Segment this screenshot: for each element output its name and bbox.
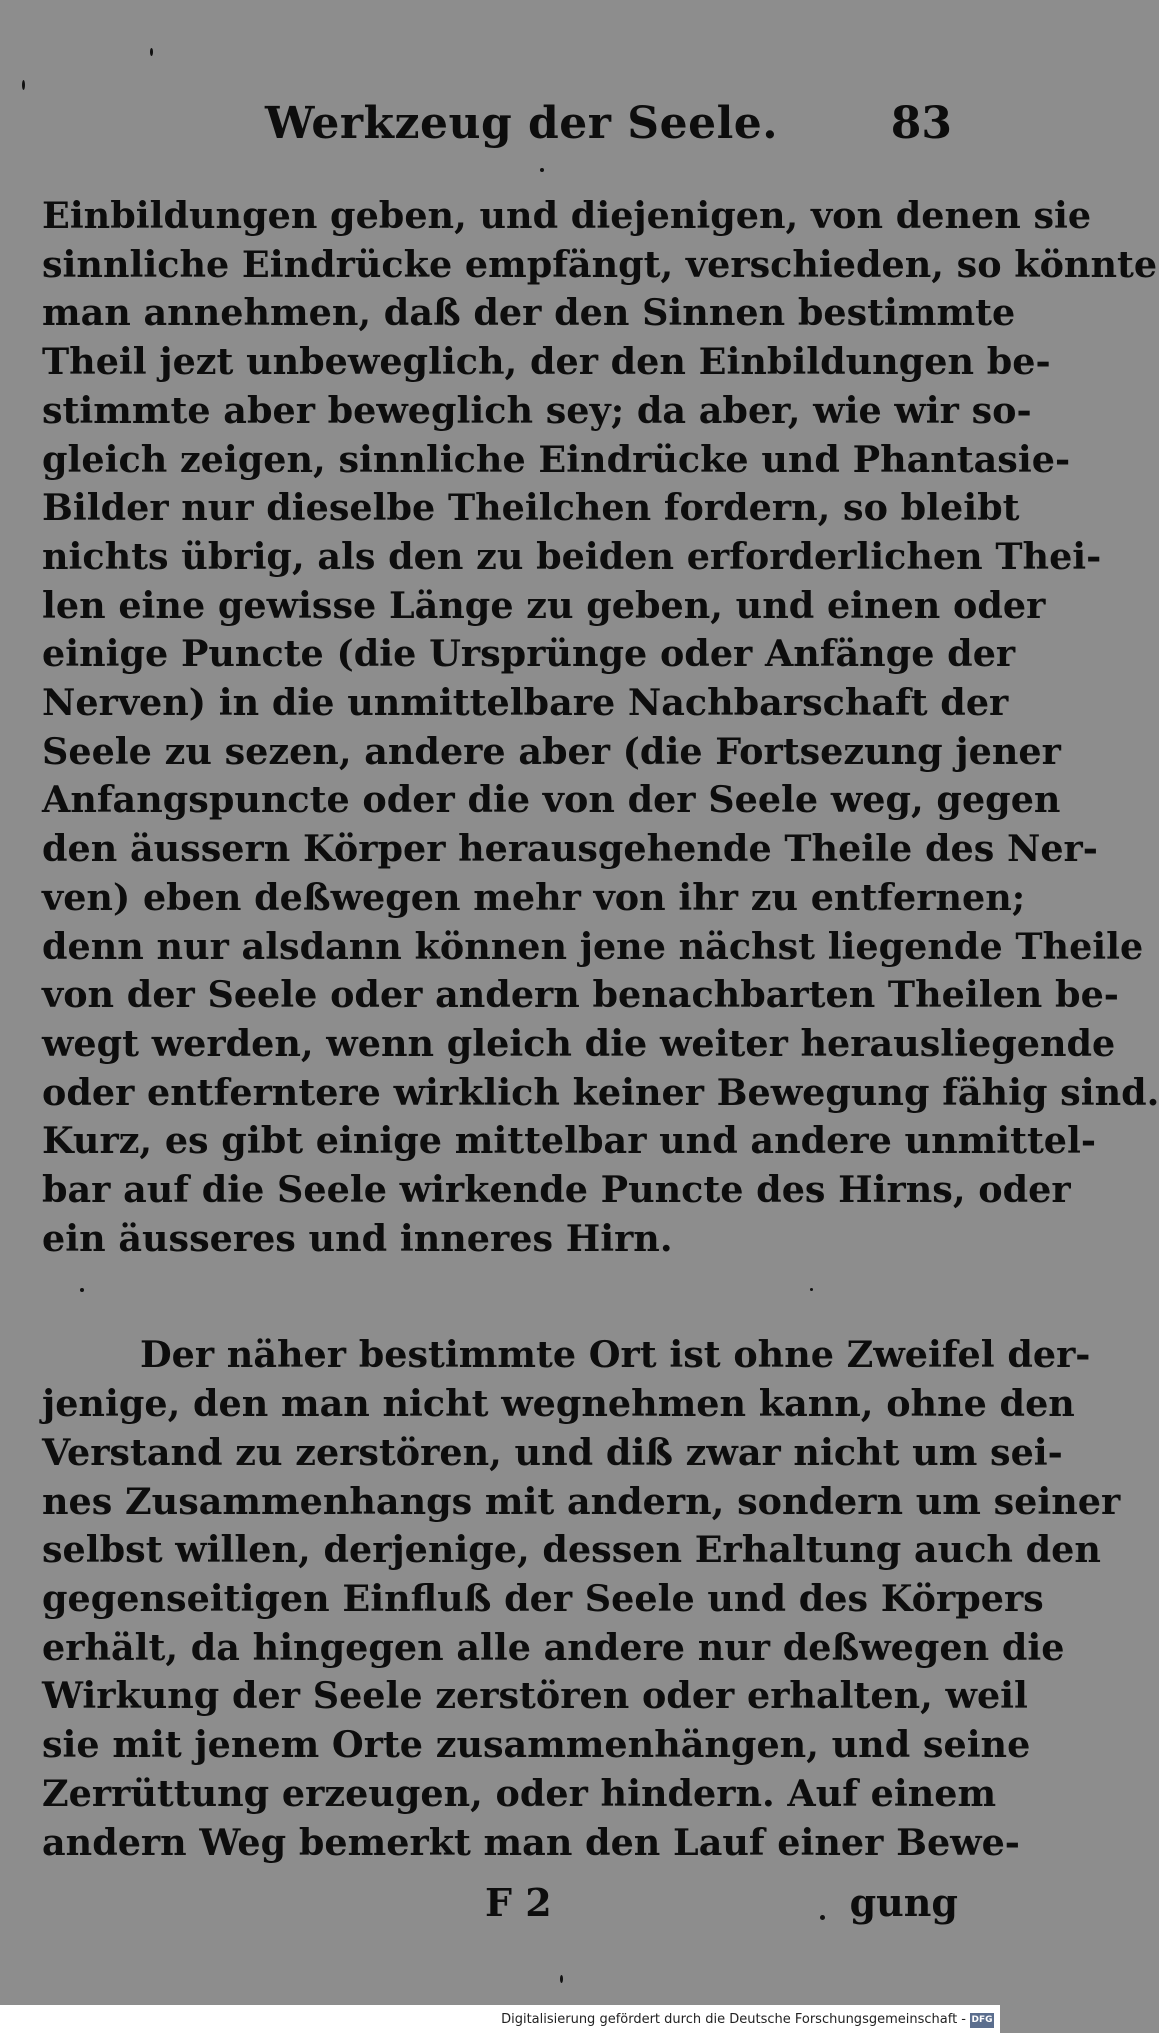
text-line: Verstand zu zerstören, und diß zwar nicht um sei- bbox=[42, 1430, 1063, 1474]
body-text bbox=[42, 192, 1159, 1867]
text-line: ein äusseres und inneres Hirn. bbox=[42, 1216, 673, 1260]
page-footer bbox=[40, 1880, 960, 1930]
catchword: gung bbox=[849, 1880, 958, 1925]
scan-speck bbox=[540, 168, 544, 172]
text-line: len eine gewisse Länge zu geben, und einen oder bbox=[42, 583, 1046, 627]
scan-speck bbox=[80, 1288, 84, 1292]
page-header bbox=[40, 98, 960, 158]
page-number: 83 bbox=[890, 98, 952, 149]
digitization-credit: Digitalisierung gefördert durch die Deutsche Forschungsgemeinschaft - bbox=[501, 2012, 966, 2027]
text-line: erhält, da hingegen alle andere nur deßwegen die bbox=[42, 1625, 1065, 1669]
paragraph-1 bbox=[42, 192, 1159, 1263]
text-line: ven) eben deßwegen mehr von ihr zu entfernen; bbox=[42, 875, 1026, 919]
text-line: man annehmen, daß der den Sinnen bestimmte bbox=[42, 291, 1016, 335]
text-line: bar auf die Seele wirkende Puncte des Hirns, oder bbox=[42, 1168, 1071, 1212]
text-line: den äussern Körper herausgehende Theile des Ner- bbox=[42, 827, 1098, 871]
text-line: nichts übrig, als den zu beiden erforderlichen Thei- bbox=[42, 534, 1102, 578]
text-line: Einbildungen geben, und diejenigen, von denen sie bbox=[42, 194, 1092, 237]
text-line: Seele zu sezen, andere aber (die Fortsezung jener bbox=[42, 729, 1061, 773]
scan-speck bbox=[150, 48, 153, 56]
text-line: Zerrüttung erzeugen, oder hindern. Auf einem bbox=[42, 1771, 997, 1815]
text-line: von der Seele oder andern benachbarten Theilen be- bbox=[42, 973, 1119, 1017]
text-line: gleich zeigen, sinnliche Eindrücke und Phantasie- bbox=[42, 437, 1071, 481]
text-line: gegenseitigen Einfluß der Seele und des Körpers bbox=[42, 1576, 1044, 1620]
text-line: Anfangspuncte oder die von der Seele weg, gegen bbox=[42, 778, 1061, 822]
text-line: oder entferntere wirklich keiner Bewegung fähig sind. bbox=[42, 1070, 1159, 1114]
text-line: andern Weg bemerkt man den Lauf einer Bewe- bbox=[42, 1820, 1020, 1864]
text-line: Nerven) in die unmittelbare Nachbarschaft der bbox=[42, 681, 1009, 725]
text-line: nes Zusammenhangs mit andern, sondern um seiner bbox=[42, 1479, 1121, 1523]
text-line: Theil jezt unbeweglich, der den Einbildungen be- bbox=[42, 340, 1051, 384]
text-line: Wirkung der Seele zerstören oder erhalten, weil bbox=[42, 1674, 1028, 1718]
paragraph-gap bbox=[42, 1263, 962, 1331]
text-line: einige Puncte (die Ursprünge oder Anfänge der bbox=[42, 632, 1016, 676]
text-line: Kurz, es gibt einige mittelbar und andere unmittel- bbox=[42, 1119, 1097, 1163]
scan-speck bbox=[820, 1915, 825, 1920]
text-line: jenige, den man nicht wegnehmen kann, ohne den bbox=[42, 1382, 1075, 1426]
signature-mark: F 2 bbox=[485, 1880, 552, 1925]
scan-speck bbox=[810, 1288, 813, 1291]
paragraph-2 bbox=[42, 1331, 1121, 1867]
running-head: Werkzeug der Seele. bbox=[265, 98, 779, 149]
scan-speck bbox=[560, 1975, 563, 1983]
digitization-credit-bar bbox=[0, 2005, 1000, 2033]
text-line: Der näher bestimmte Ort ist ohne Zweifel der- bbox=[140, 1333, 1091, 1377]
text-line: sinnliche Eindrücke empfängt, verschieden, so könnte bbox=[42, 242, 1158, 286]
text-line: stimmte aber beweglich sey; da aber, wie wir so- bbox=[42, 388, 1032, 432]
dfg-logo: DFG bbox=[970, 2013, 994, 2028]
text-line: selbst willen, derjenige, dessen Erhaltung auch den bbox=[42, 1528, 1101, 1572]
text-line: wegt werden, wenn gleich die weiter herausliegende bbox=[42, 1021, 1116, 1065]
scan-speck bbox=[22, 80, 25, 90]
text-line: Bilder nur dieselbe Theilchen fordern, so bleibt bbox=[42, 486, 1020, 530]
text-line: denn nur alsdann können jene nächst liegende Theile bbox=[42, 924, 1144, 968]
text-line: sie mit jenem Orte zusammenhängen, und seine bbox=[42, 1723, 1031, 1767]
